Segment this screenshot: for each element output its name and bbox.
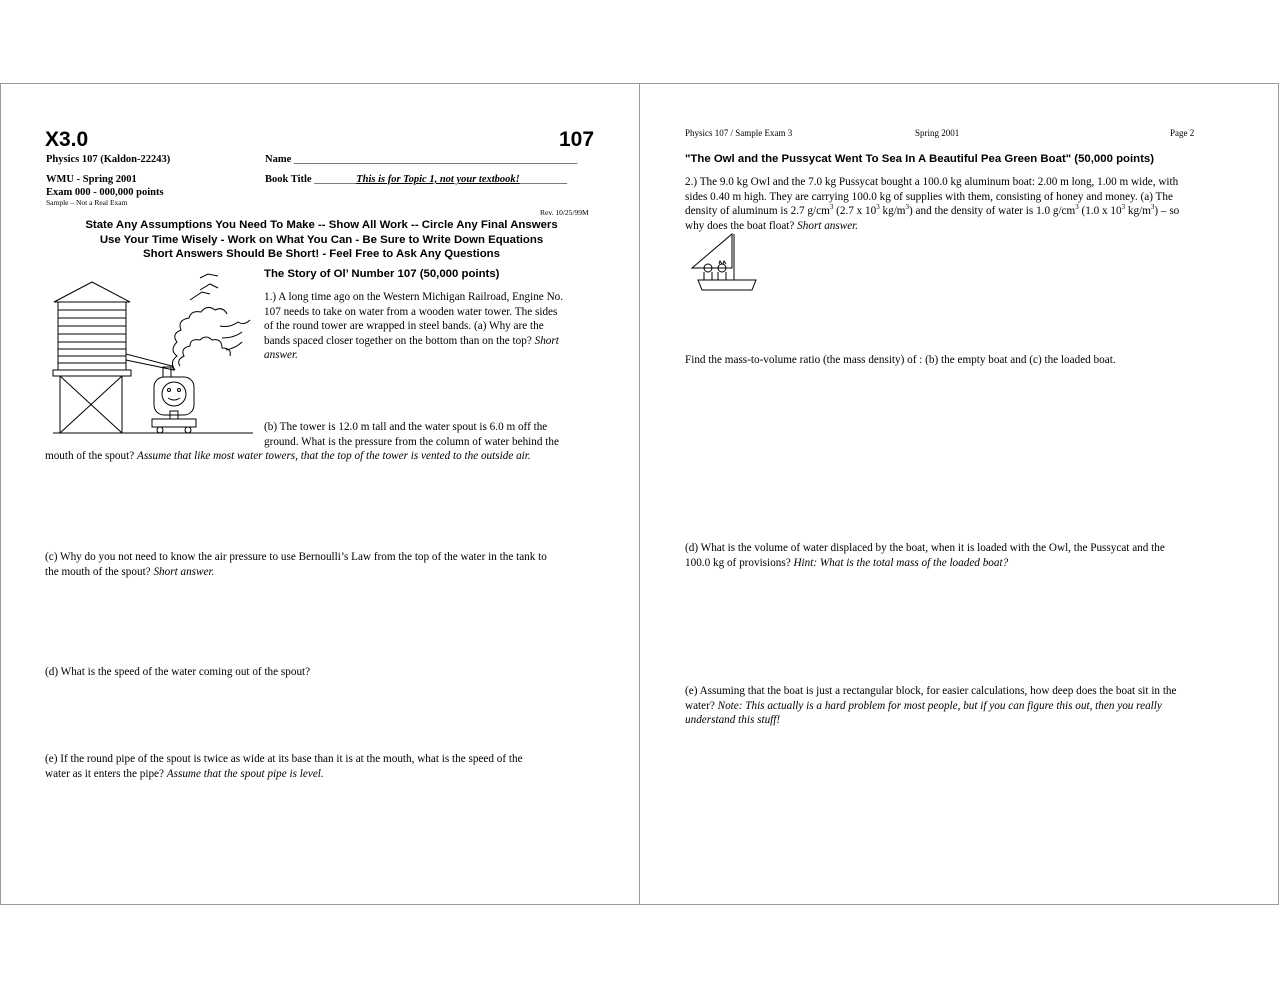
term-line: WMU - Spring 2001 bbox=[46, 174, 137, 185]
qc-line: the mouth of the spout? bbox=[45, 565, 151, 578]
q1-italic: answer. bbox=[264, 349, 298, 361]
q2-sup: 3 bbox=[829, 203, 834, 211]
page-divider bbox=[639, 83, 640, 905]
qe-italic: understand this stuff! bbox=[685, 714, 781, 726]
book-post-blank: _________ bbox=[519, 174, 568, 185]
book-title-field[interactable] bbox=[265, 173, 567, 186]
q2-sup: 3 bbox=[876, 203, 880, 211]
q2-text: (1.0 x 10 bbox=[1078, 205, 1122, 217]
name-blank: ______________________________________________________ bbox=[293, 154, 578, 165]
problem-1-question-d: (d) What is the speed of the water coming out of the spout? bbox=[45, 666, 311, 678]
qd-italic: Hint: What is the total mass of the loaded boat? bbox=[793, 556, 1009, 569]
header-center: Spring 2001 bbox=[915, 128, 960, 138]
book-label: Book Title bbox=[265, 174, 312, 185]
q2-text: ) – so bbox=[1154, 205, 1180, 217]
qb-line: mouth of the spout? bbox=[45, 450, 135, 462]
course-line: Physics 107 (Kaldon-22243) bbox=[46, 154, 171, 165]
qe-line: water? bbox=[685, 699, 715, 712]
q2-sup: 3 bbox=[1150, 203, 1155, 211]
water-tower-illustration bbox=[50, 270, 260, 440]
qc-italic: Short answer. bbox=[153, 565, 215, 578]
q2-line: sides 0.40 m high. They are carrying 100.0 kg of supplies with them, consisting of honey and money. (a) The bbox=[685, 190, 1173, 203]
qd-line: 100.0 kg of provisions? bbox=[685, 556, 791, 569]
boat-sail bbox=[692, 234, 732, 268]
boat-hull bbox=[698, 280, 756, 290]
sample-line: Sample – Not a Real Exam bbox=[46, 198, 128, 207]
problem-1-title: The Story of Ol’ Number 107 (50,000 points) bbox=[264, 268, 500, 280]
qd-line: (d) What is the volume of water displaced by the boat, when it is loaded with the Owl, the Pussycat and the bbox=[685, 542, 1165, 554]
qe-italic: Note: This actually is a hard problem for most people, but if you can figure this out, then you really bbox=[717, 699, 1162, 712]
tower-roof bbox=[54, 282, 130, 302]
name-field[interactable] bbox=[265, 153, 577, 166]
tower-tank bbox=[58, 302, 126, 370]
exam-line: Exam 000 - 000,000 points bbox=[46, 187, 164, 198]
qb-line: (b) The tower is 12.0 m tall and the water spout is 6.0 m off the bbox=[264, 421, 548, 433]
q2-line: why does the boat float? bbox=[685, 219, 795, 232]
q2-text: density of aluminum is 2.7 g/cm bbox=[685, 205, 830, 217]
q2-sup: 3 bbox=[905, 203, 909, 211]
header-left: Physics 107 / Sample Exam 3 bbox=[685, 128, 793, 138]
header-right: Page 2 bbox=[1170, 128, 1195, 138]
q2-text: (2.7 x 10 bbox=[833, 205, 877, 217]
q2-sup: 3 bbox=[1075, 203, 1079, 211]
q2-text: kg/m bbox=[1125, 205, 1151, 217]
name-label: Name bbox=[265, 154, 292, 165]
q2-text: ) and the density of water is 1.0 g/cm bbox=[909, 205, 1076, 217]
q1-line: of the round tower are wrapped in steel bands. (a) Why are the bbox=[264, 320, 544, 332]
qe-italic: Assume that the spout pipe is level. bbox=[166, 767, 324, 780]
q2-italic: Short answer. bbox=[797, 219, 859, 232]
q2-text: kg/m bbox=[879, 205, 906, 217]
qe-line: (e) If the round pipe of the spout is twice as wide at its base than it is at the mouth, what is the speed of the bbox=[45, 753, 523, 765]
q2-sup: 3 bbox=[1121, 203, 1126, 211]
problem-1-question-a bbox=[264, 290, 604, 363]
q2-density-line bbox=[685, 204, 1179, 219]
exam-code: X3.0 bbox=[45, 128, 89, 151]
book-title-value: This is for Topic 1, not your textbook! bbox=[356, 174, 520, 185]
book-pre-blank: ________ bbox=[314, 174, 357, 185]
problem-1-question-b-cont bbox=[45, 449, 531, 464]
q1-line: 107 needs to take on water from a wooden water tower. The sides bbox=[264, 305, 558, 318]
problem-2-question-bc: Find the mass-to-volume ratio (the mass density) of : (b) the empty boat and (c) the loaded boat. bbox=[685, 354, 1116, 366]
instructions-block bbox=[45, 218, 598, 262]
engine-face bbox=[162, 382, 186, 406]
q1-italic: Short bbox=[534, 334, 559, 347]
revision-note: Rev. 10/25/99M bbox=[540, 208, 589, 217]
qb-line: ground. What is the pressure from the column of water behind the bbox=[264, 435, 559, 448]
problem-2-question-e bbox=[685, 684, 1177, 728]
q1-line: 1.) A long time ago on the Western Michigan Railroad, Engine No. bbox=[264, 291, 564, 303]
qe-line: water as it enters the pipe? bbox=[45, 767, 164, 780]
qb-italic: Assume that like most water towers, that the top of the tower is vented to the outside air. bbox=[136, 450, 531, 462]
problem-1-question-c bbox=[45, 550, 547, 579]
problem-2-question-a bbox=[685, 175, 1179, 233]
engine-body bbox=[154, 377, 194, 415]
problem-1-question-e bbox=[45, 752, 523, 781]
problem-2-question-d bbox=[685, 541, 1165, 570]
course-number: 107 bbox=[559, 128, 595, 151]
q1-line: bands spaced closer together on the bottom than on the top? bbox=[264, 334, 532, 347]
problem-1-question-b bbox=[264, 420, 559, 449]
problem-2-title: "The Owl and the Pussycat Went To Sea In A Beautiful Pea Green Boat" (50,000 points) bbox=[685, 153, 1155, 165]
q2-line: 2.) The 9.0 kg Owl and the 7.0 kg Pussycat bought a 100.0 kg aluminum boat: 2.00 m long, 1.00 m wide, with bbox=[685, 176, 1179, 188]
instruction-line: State Any Assumptions You Need To Make -- Show All Work -- Circle Any Final Answers bbox=[85, 219, 558, 231]
instruction-line: Short Answers Should Be Short! - Feel Free to Ask Any Questions bbox=[143, 248, 500, 260]
qe-line: (e) Assuming that the boat is just a rectangular block, for easier calculations, how deep does the boat sit in the bbox=[685, 685, 1177, 697]
boat-illustration bbox=[688, 232, 760, 294]
instruction-line: Use Your Time Wisely - Work on What You Can - Be Sure to Write Down Equations bbox=[99, 233, 544, 246]
qc-line: (c) Why do you not need to know the air pressure to use Bernoulli’s Law from the top of the water in the tank to bbox=[45, 551, 547, 563]
